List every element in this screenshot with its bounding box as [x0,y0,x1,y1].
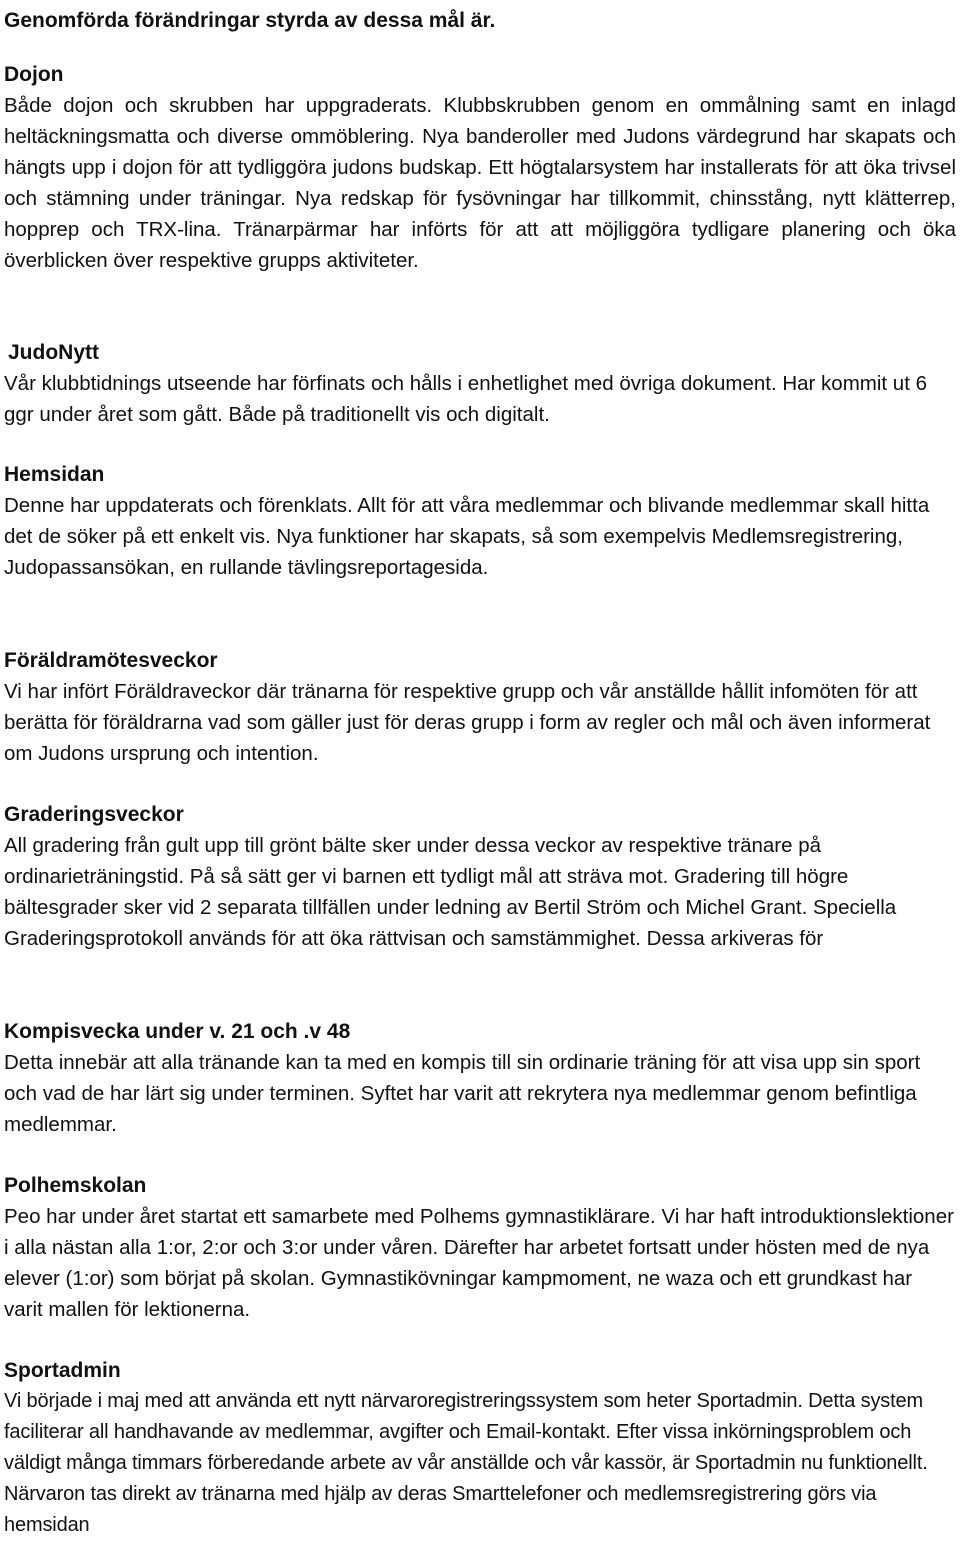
section-heading: Föräldramötesveckor [4,649,218,672]
section-foraldramotesveckor [4,646,956,769]
section-body: Vi började i maj med att använda ett nytt närvaroregistreringssystem som heter Sportadmin. Detta system faciliterar all handhavande av medlemmar, avgifter och Email-kontakt. Efter vissa inkörningsproblem och väldigt många timmars förberedande arbete av vår anställde och vår kassör, är Sportadmin nu funktionellt. Närvaron tas direkt av tränarna med hjälp av deras Smarttelefoner och medlemsregistrering görs via hemsidan [4,1390,928,1536]
section-heading: Kompisvecka under v. 21 och .v 48 [4,1020,351,1043]
section-judonytt [4,338,956,430]
section-body: Vi har infört Föräldraveckor där tränarna för respektive grupp och vår anställde hållit infomöten för att berätta för föräldrarna vad som gäller just för deras grupp i form av regler och mål och även informerat om Judons ursprung och intention. [4,680,931,765]
section-heading: Hemsidan [4,463,105,486]
section-hemsidan [4,460,956,583]
section-body: Denne har uppdaterats och förenklats. Allt för att våra medlemmar och blivande medlemmar skall hitta det de söker på ett enkelt vis. Nya funktioner har skapats, så som exempelvis Medlemsregistrering, Judopassansökan, en rullande tävlingsreportagesida. [4,494,930,579]
section-heading: Sportadmin [4,1359,121,1382]
section-body: Detta innebär att alla tränande kan ta med en kompis till sin ordinarie träning för att visa upp sin sport och vad de har lärt sig under terminen. Syftet har varit att rekrytera nya medlemmar genom befintliga medlemmar. [4,1051,921,1136]
section-body: Både dojon och skrubben har uppgraderats. Klubbskrubben genom en ommålning samt en inlagd heltäckningsmatta och diverse ommöblering. Nya banderoller med Judons värdegrund har skapats och hängts upp i dojon för att tydliggöra judons budskap. Ett högtalarsystem har installerats för att öka trivsel och stämning under träningar. Nya redskap för fysövningar har tillkommit, chinsstång, nytt klätterrep, hopprep och TRX-lina. Tränarpärmar har införts för att att möjliggöra tydligare planering och öka överblicken över respektive grupps aktiviteter. [4,94,956,272]
section-kompisvecka [4,1017,956,1140]
section-dojon [4,60,956,276]
section-heading: JudoNytt [8,341,99,364]
section-body: Peo har under året startat ett samarbete med Polhems gymnastiklärare. Vi har haft introduktionslektioner i alla nästan alla 1:or, 2:or och 3:or under våren. Därefter har arbetet fortsatt under hösten med de nya elever (1:or) som börjat på skolan. Gymnastikövningar kampmoment, ne waza och ett grundkast har varit mallen för lektionerna. [4,1205,954,1321]
section-graderingsveckor [4,800,956,954]
section-heading: Polhemskolan [4,1174,147,1197]
section-heading: Dojon [4,63,64,86]
section-body: All gradering från gult upp till grönt bälte sker under dessa veckor av respektive tränare på ordinarieträningstid. På så sätt ger vi barnen ett tydligt mål att sträva mot. Gradering till högre bältesgrader sker vid 2 separata tillfällen under ledning av Bertil Ström och Michel Grant. Speciella Graderingsprotokoll används för att öka rättvisan och samstämmighet. Dessa arkiveras för [4,834,897,950]
section-polhemskolan [4,1171,956,1325]
section-heading: Graderingsveckor [4,803,184,826]
section-sportadmin [4,1356,956,1541]
document-title: Genomförda förändringar styrda av dessa mål är. [4,9,496,32]
section-body: Vår klubbtidnings utseende har förfinats och hålls i enhetlighet med övriga dokument. Har kommit ut 6 ggr under året som gått. Både på traditionellt vis och digitalt. [4,372,928,426]
